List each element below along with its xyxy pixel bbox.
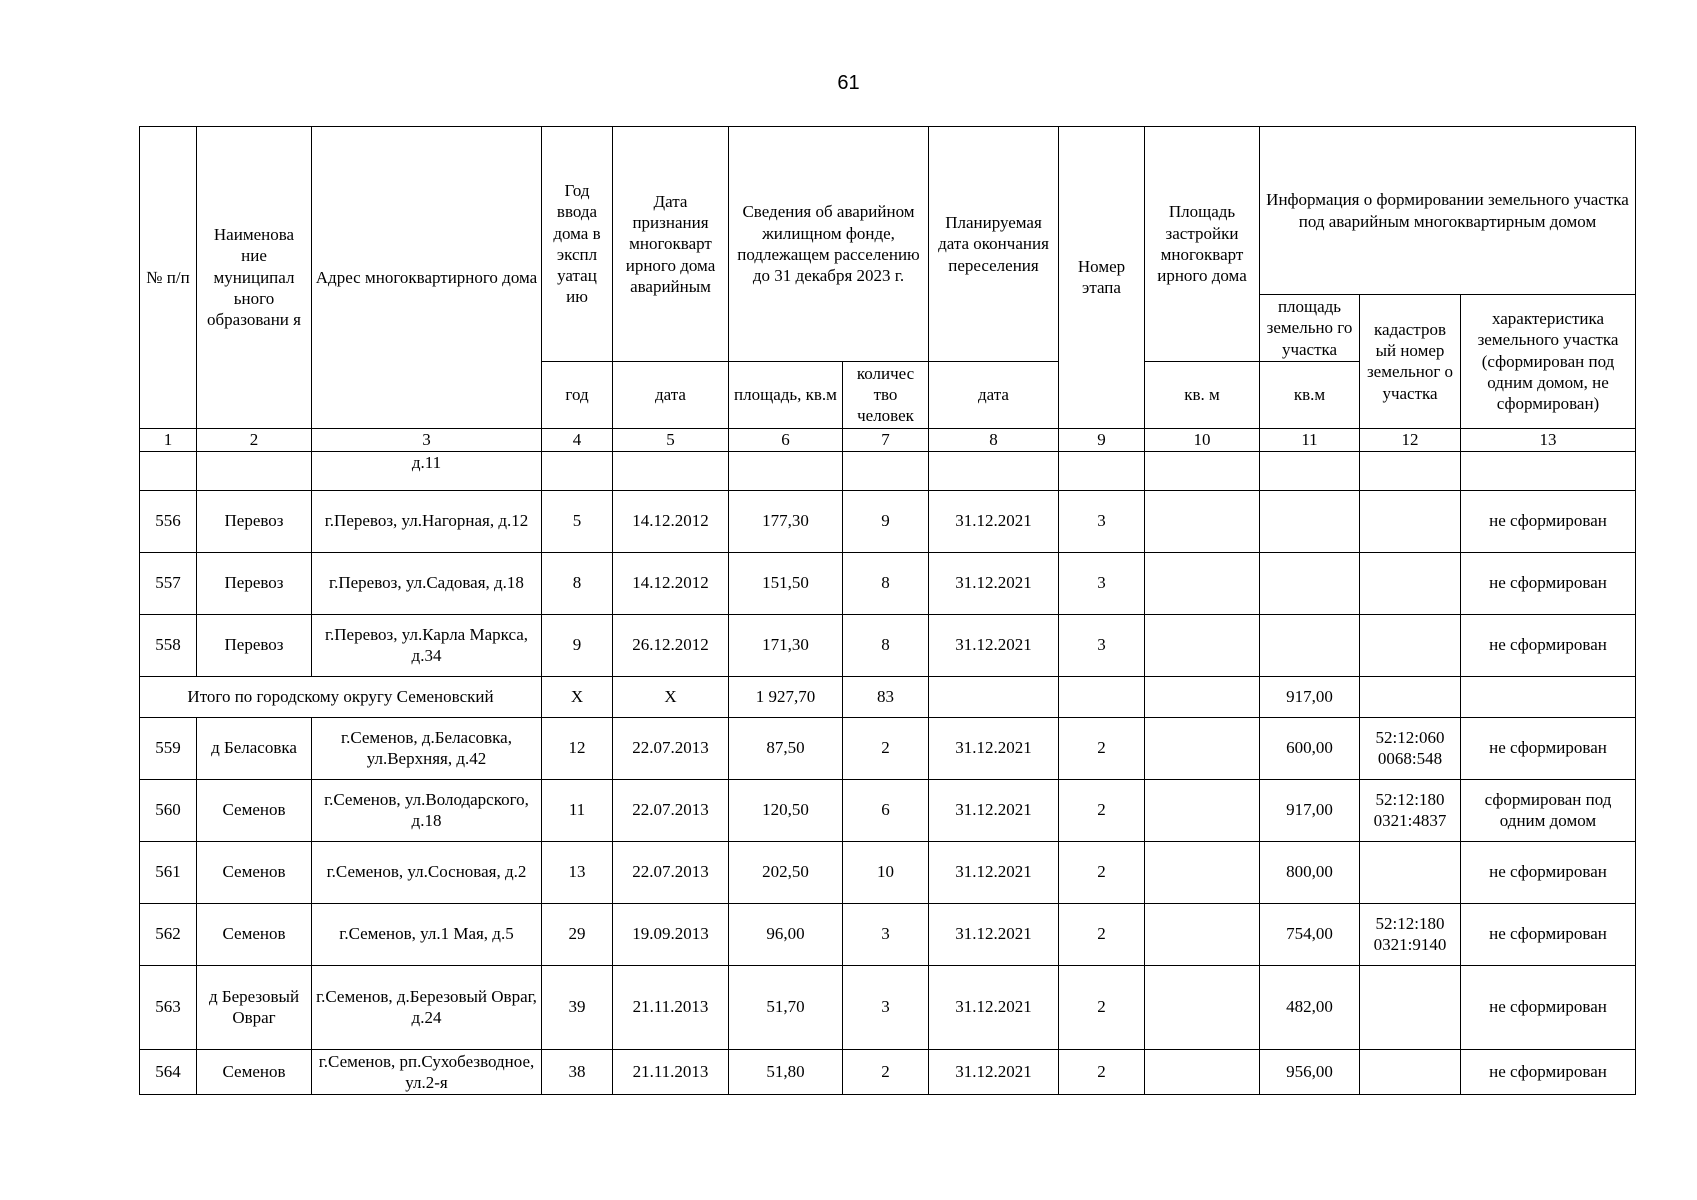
housing-table bbox=[139, 126, 1636, 1095]
table-row bbox=[140, 903, 1636, 965]
row-plan-date: 31.12.2021 bbox=[929, 614, 1059, 676]
row-municipality: Перевоз bbox=[197, 614, 312, 676]
row-stage: 3 bbox=[1059, 552, 1145, 614]
row-year: 38 bbox=[542, 1049, 613, 1095]
row-municipality: Перевоз bbox=[197, 552, 312, 614]
row-year: 11 bbox=[542, 779, 613, 841]
row-building-area bbox=[1145, 717, 1260, 779]
row-land-area bbox=[1260, 614, 1360, 676]
row-area: 120,50 bbox=[729, 779, 843, 841]
row-stage: 2 bbox=[1059, 779, 1145, 841]
header-unit-date: дата bbox=[613, 361, 729, 428]
table-row bbox=[140, 1049, 1636, 1095]
header-land-info: Информация о формировании земельного участка под аварийным многоквартирным домом bbox=[1260, 127, 1636, 295]
continuation-address: д.11 bbox=[312, 451, 542, 490]
row-area: 87,50 bbox=[729, 717, 843, 779]
row-stage: 2 bbox=[1059, 903, 1145, 965]
row-year: 39 bbox=[542, 965, 613, 1049]
row-municipality: Семенов bbox=[197, 1049, 312, 1095]
row-stage: 3 bbox=[1059, 490, 1145, 552]
header-stage: Номер этапа bbox=[1059, 127, 1145, 429]
column-number: 7 bbox=[843, 428, 929, 451]
row-address: г.Перевоз, ул.Нагорная, д.12 bbox=[312, 490, 542, 552]
row-year: 9 bbox=[542, 614, 613, 676]
subtotal-label: Итого по городскому округу Семеновский bbox=[140, 676, 542, 717]
row-status: не сформирован bbox=[1461, 717, 1636, 779]
row-num: 559 bbox=[140, 717, 197, 779]
table-row bbox=[140, 552, 1636, 614]
column-number: 2 bbox=[197, 428, 312, 451]
subtotal-land-area: 917,00 bbox=[1260, 676, 1360, 717]
subtotal-area: 1 927,70 bbox=[729, 676, 843, 717]
header-cadastral: кадастров ый номер земельног о участка bbox=[1360, 295, 1461, 429]
row-municipality: Семенов bbox=[197, 779, 312, 841]
row-plan-date: 31.12.2021 bbox=[929, 779, 1059, 841]
header-building-area: Площадь застройки многокварт ирного дома bbox=[1145, 127, 1260, 362]
row-plan-date: 31.12.2021 bbox=[929, 490, 1059, 552]
subtotal-row bbox=[140, 676, 1636, 717]
row-stage: 3 bbox=[1059, 614, 1145, 676]
row-stage: 2 bbox=[1059, 965, 1145, 1049]
column-number: 5 bbox=[613, 428, 729, 451]
subtotal-year: Х bbox=[542, 676, 613, 717]
row-date: 21.11.2013 bbox=[613, 1049, 729, 1095]
row-date: 21.11.2013 bbox=[613, 965, 729, 1049]
header-land-char: характеристика земельного участка (сформирован под одним домом, не сформирован) bbox=[1461, 295, 1636, 429]
row-land-area: 600,00 bbox=[1260, 717, 1360, 779]
row-year: 5 bbox=[542, 490, 613, 552]
header-unit-kvm2: кв.м bbox=[1260, 361, 1360, 428]
row-status: не сформирован bbox=[1461, 903, 1636, 965]
row-date: 26.12.2012 bbox=[613, 614, 729, 676]
row-area: 177,30 bbox=[729, 490, 843, 552]
row-cadastral bbox=[1360, 965, 1461, 1049]
row-land-area: 482,00 bbox=[1260, 965, 1360, 1049]
row-municipality: Перевоз bbox=[197, 490, 312, 552]
row-building-area bbox=[1145, 779, 1260, 841]
header-year-built: Год ввода дома в экспл уатац ию bbox=[542, 127, 613, 362]
header-municipality: Наименова ние муниципал ьного образовани я bbox=[197, 127, 312, 429]
row-address: г.Семенов, д.Березовый Овраг, д.24 bbox=[312, 965, 542, 1049]
row-cadastral: 52:12:060 0068:548 bbox=[1360, 717, 1461, 779]
header-address: Адрес многоквартирного дома bbox=[312, 127, 542, 429]
table-row bbox=[140, 841, 1636, 903]
row-date: 22.07.2013 bbox=[613, 841, 729, 903]
row-land-area: 956,00 bbox=[1260, 1049, 1360, 1095]
row-num: 562 bbox=[140, 903, 197, 965]
row-date: 14.12.2012 bbox=[613, 490, 729, 552]
row-date: 22.07.2013 bbox=[613, 779, 729, 841]
row-cadastral bbox=[1360, 552, 1461, 614]
row-num: 563 bbox=[140, 965, 197, 1049]
table-row bbox=[140, 965, 1636, 1049]
row-num: 561 bbox=[140, 841, 197, 903]
column-number: 8 bbox=[929, 428, 1059, 451]
header-unit-area: площадь, кв.м bbox=[729, 361, 843, 428]
row-building-area bbox=[1145, 1049, 1260, 1095]
table-row bbox=[140, 490, 1636, 552]
row-people: 10 bbox=[843, 841, 929, 903]
header-unit-plan-date: дата bbox=[929, 361, 1059, 428]
page-number: 61 bbox=[837, 72, 860, 94]
row-stage: 2 bbox=[1059, 1049, 1145, 1095]
row-building-area bbox=[1145, 841, 1260, 903]
row-address: г.Семенов, рп.Сухобезводное, ул.2-я bbox=[312, 1049, 542, 1095]
column-number: 10 bbox=[1145, 428, 1260, 451]
row-municipality: Семенов bbox=[197, 903, 312, 965]
header-recognition-date: Дата признания многокварт ирного дома аварийным bbox=[613, 127, 729, 362]
header-unit-year: год bbox=[542, 361, 613, 428]
row-address: г.Перевоз, ул.Садовая, д.18 bbox=[312, 552, 542, 614]
row-municipality: Семенов bbox=[197, 841, 312, 903]
column-number: 1 bbox=[140, 428, 197, 451]
row-plan-date: 31.12.2021 bbox=[929, 1049, 1059, 1095]
row-date: 22.07.2013 bbox=[613, 717, 729, 779]
subtotal-date: Х bbox=[613, 676, 729, 717]
row-area: 51,70 bbox=[729, 965, 843, 1049]
header-num: № п/п bbox=[140, 127, 197, 429]
row-cadastral bbox=[1360, 614, 1461, 676]
row-cadastral: 52:12:180 0321:4837 bbox=[1360, 779, 1461, 841]
column-number: 12 bbox=[1360, 428, 1461, 451]
row-land-area bbox=[1260, 552, 1360, 614]
column-number: 4 bbox=[542, 428, 613, 451]
row-people: 9 bbox=[843, 490, 929, 552]
row-land-area: 917,00 bbox=[1260, 779, 1360, 841]
row-building-area bbox=[1145, 903, 1260, 965]
table-header bbox=[140, 127, 1636, 452]
row-plan-date: 31.12.2021 bbox=[929, 903, 1059, 965]
row-status: не сформирован bbox=[1461, 965, 1636, 1049]
row-address: г.Семенов, ул.1 Мая, д.5 bbox=[312, 903, 542, 965]
row-plan-date: 31.12.2021 bbox=[929, 552, 1059, 614]
row-num: 560 bbox=[140, 779, 197, 841]
column-number: 6 bbox=[729, 428, 843, 451]
header-planned-end: Планируемая дата окончания переселения bbox=[929, 127, 1059, 362]
continuation-row bbox=[140, 451, 1636, 490]
row-status: сформирован под одним домом bbox=[1461, 779, 1636, 841]
row-cadastral bbox=[1360, 841, 1461, 903]
row-status: не сформирован bbox=[1461, 490, 1636, 552]
row-people: 3 bbox=[843, 903, 929, 965]
row-stage: 2 bbox=[1059, 717, 1145, 779]
row-address: г.Семенов, ул.Володарского, д.18 bbox=[312, 779, 542, 841]
row-status: не сформирован bbox=[1461, 614, 1636, 676]
row-num: 564 bbox=[140, 1049, 197, 1095]
row-area: 151,50 bbox=[729, 552, 843, 614]
row-building-area bbox=[1145, 490, 1260, 552]
row-plan-date: 31.12.2021 bbox=[929, 717, 1059, 779]
row-num: 556 bbox=[140, 490, 197, 552]
subtotal-people: 83 bbox=[843, 676, 929, 717]
column-number: 11 bbox=[1260, 428, 1360, 451]
row-building-area bbox=[1145, 614, 1260, 676]
row-plan-date: 31.12.2021 bbox=[929, 841, 1059, 903]
row-area: 51,80 bbox=[729, 1049, 843, 1095]
row-cadastral: 52:12:180 0321:9140 bbox=[1360, 903, 1461, 965]
row-plan-date: 31.12.2021 bbox=[929, 965, 1059, 1049]
row-address: г.Семенов, д.Беласовка, ул.Верхняя, д.42 bbox=[312, 717, 542, 779]
row-land-area: 800,00 bbox=[1260, 841, 1360, 903]
header-unit-kvm: кв. м bbox=[1145, 361, 1260, 428]
row-people: 3 bbox=[843, 965, 929, 1049]
header-land-area: площадь земельно го участка bbox=[1260, 295, 1360, 362]
row-cadastral bbox=[1360, 490, 1461, 552]
column-number: 9 bbox=[1059, 428, 1145, 451]
row-building-area bbox=[1145, 965, 1260, 1049]
row-area: 171,30 bbox=[729, 614, 843, 676]
row-municipality: д Березовый Овраг bbox=[197, 965, 312, 1049]
table-row bbox=[140, 717, 1636, 779]
row-year: 12 bbox=[542, 717, 613, 779]
row-people: 2 bbox=[843, 717, 929, 779]
header-unit-people: количес тво человек bbox=[843, 361, 929, 428]
row-address: г.Семенов, ул.Сосновая, д.2 bbox=[312, 841, 542, 903]
row-cadastral bbox=[1360, 1049, 1461, 1095]
row-land-area bbox=[1260, 490, 1360, 552]
row-land-area: 754,00 bbox=[1260, 903, 1360, 965]
row-people: 6 bbox=[843, 779, 929, 841]
column-number-row bbox=[140, 428, 1636, 451]
table-row bbox=[140, 614, 1636, 676]
row-status: не сформирован bbox=[1461, 841, 1636, 903]
row-area: 96,00 bbox=[729, 903, 843, 965]
row-status: не сформирован bbox=[1461, 552, 1636, 614]
row-building-area bbox=[1145, 552, 1260, 614]
row-stage: 2 bbox=[1059, 841, 1145, 903]
header-fund-info: Сведения об аварийном жилищном фонде, подлежащем расселению до 31 декабря 2023 г. bbox=[729, 127, 929, 362]
row-num: 558 bbox=[140, 614, 197, 676]
row-municipality: д Беласовка bbox=[197, 717, 312, 779]
row-people: 8 bbox=[843, 614, 929, 676]
row-year: 13 bbox=[542, 841, 613, 903]
row-date: 14.12.2012 bbox=[613, 552, 729, 614]
row-area: 202,50 bbox=[729, 841, 843, 903]
row-year: 29 bbox=[542, 903, 613, 965]
row-status: не сформирован bbox=[1461, 1049, 1636, 1095]
row-year: 8 bbox=[542, 552, 613, 614]
table-row bbox=[140, 779, 1636, 841]
row-num: 557 bbox=[140, 552, 197, 614]
row-date: 19.09.2013 bbox=[613, 903, 729, 965]
row-people: 8 bbox=[843, 552, 929, 614]
row-people: 2 bbox=[843, 1049, 929, 1095]
column-number: 3 bbox=[312, 428, 542, 451]
column-number: 13 bbox=[1461, 428, 1636, 451]
row-address: г.Перевоз, ул.Карла Маркса, д.34 bbox=[312, 614, 542, 676]
